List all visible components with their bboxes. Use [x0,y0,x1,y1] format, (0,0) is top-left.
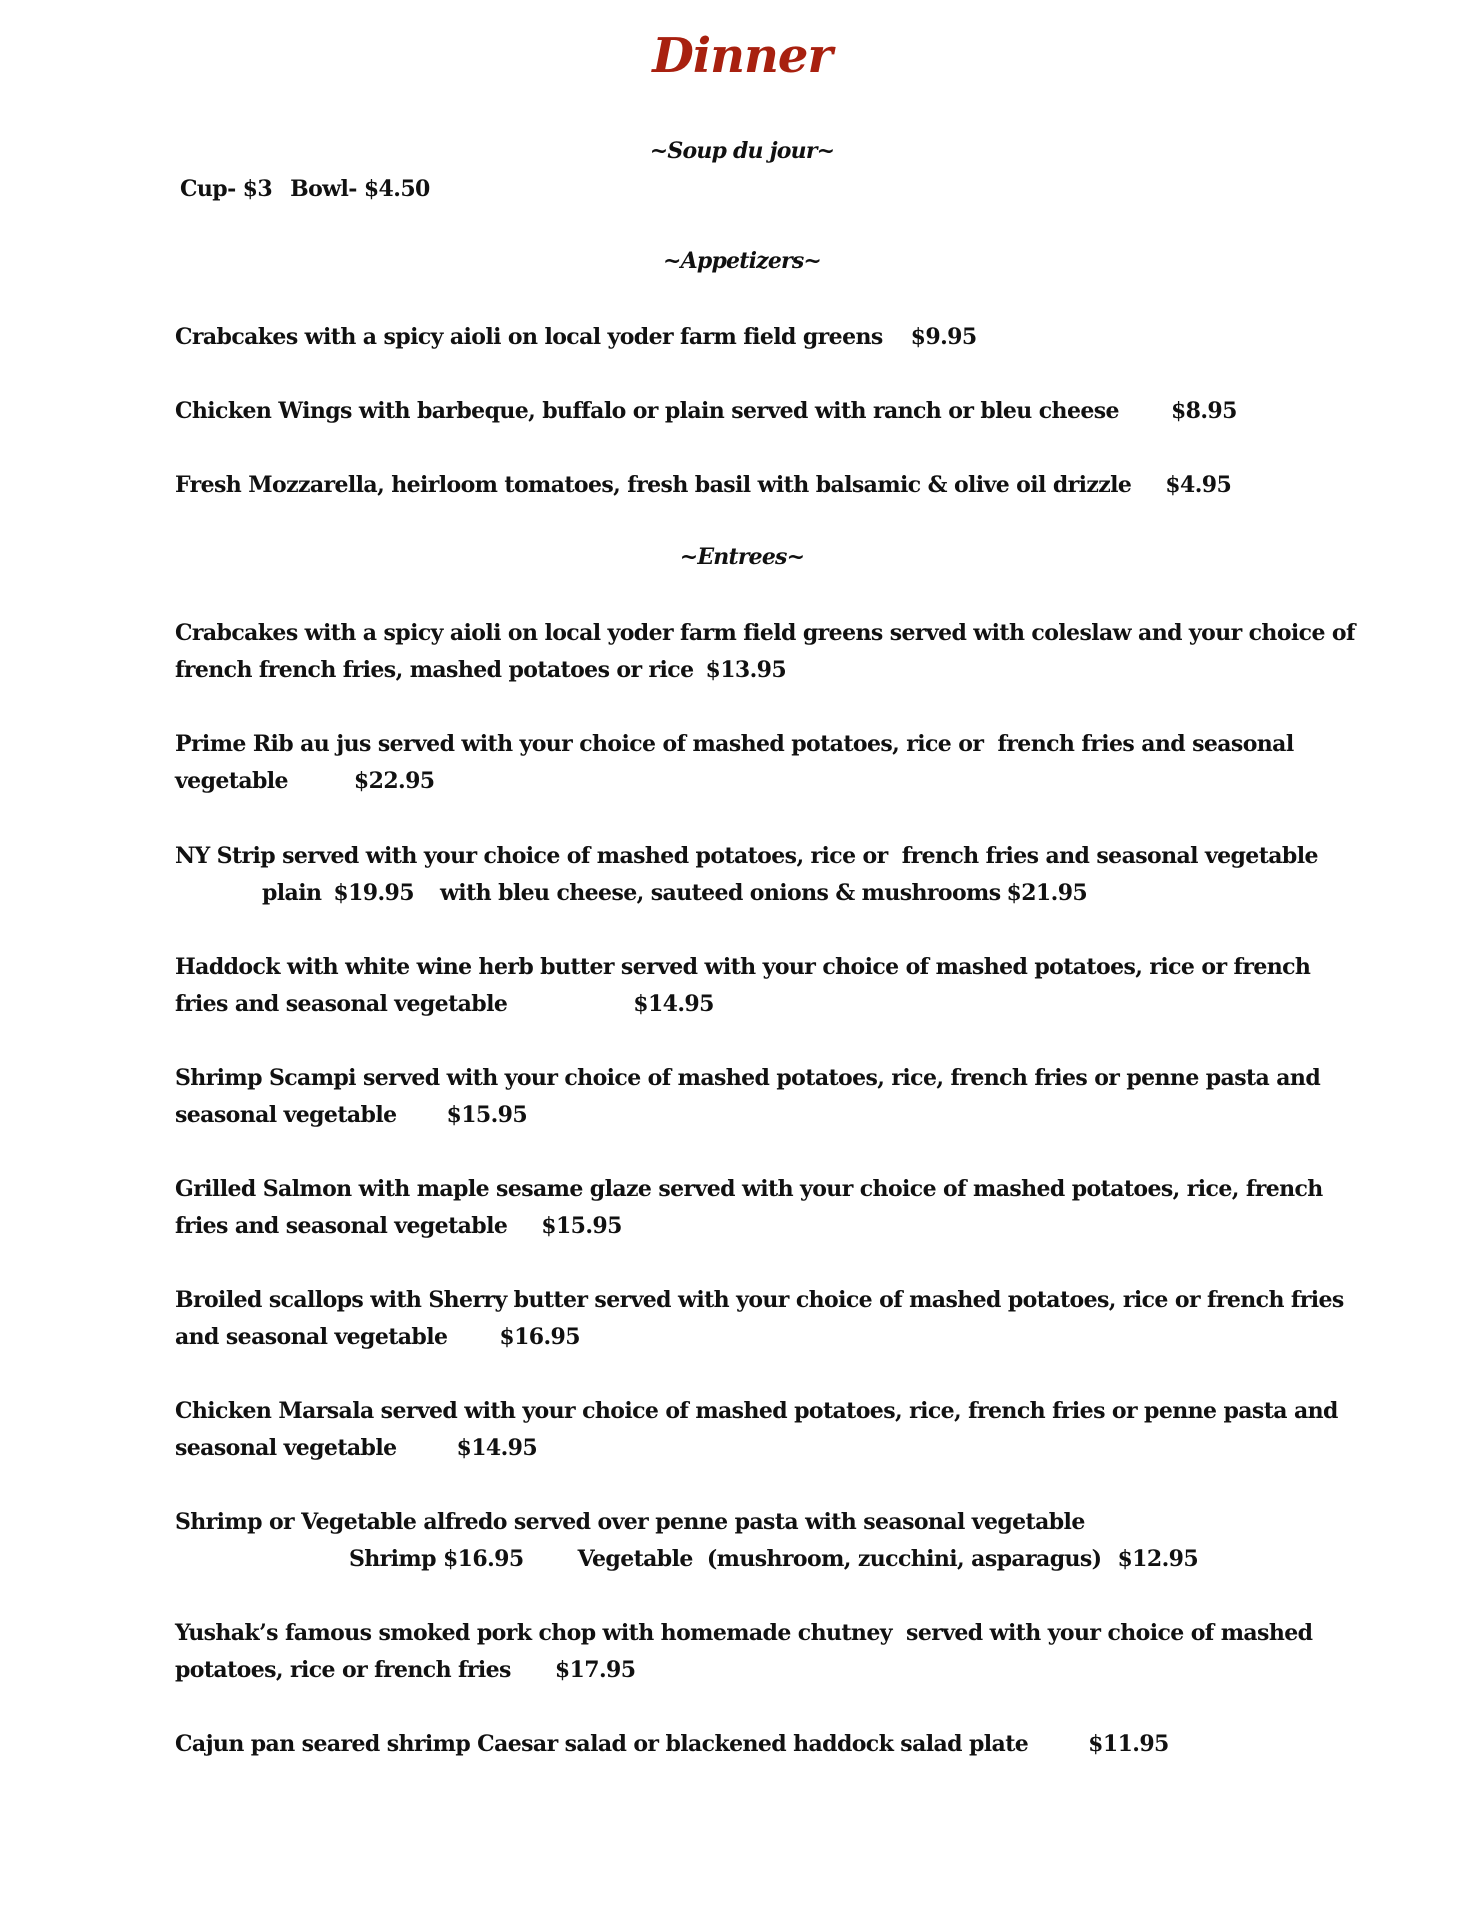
entree-line1 [175,1726,1169,1763]
entree-price: $11.95 [1088,1731,1169,1757]
entree-price: $17.95 [554,1657,636,1683]
entree-text: french french fries, mashed potatoes or rice [175,657,694,683]
appetizers-heading: ~Appetizers~ [662,248,822,274]
entree-price: $12.95 [1117,1546,1199,1572]
entree-option-label: Vegetable (mushroom, zucchini, asparagus) [577,1546,1102,1572]
entree-line2 [175,986,714,1023]
entree-line2 [349,1541,1198,1578]
entree-option-label: with bleu cheese, sauteed onions & mushrooms [439,880,1001,906]
appetizer-text: Chicken Wings with barbeque, buffalo or plain served with ranch or bleu cheese [175,398,1119,424]
entree-line2 [175,652,786,689]
entree-price: $14.95 [456,1435,538,1461]
entree-line1: Prime Rib au jus served with your choice of mashed potatoes, rice or french fries and seasonal [175,731,1294,757]
entree-price: $16.95 [499,1324,580,1350]
entree-text: seasonal vegetable [175,1435,397,1461]
entree-line2 [175,1430,537,1467]
appetizer-price: $4.95 [1165,472,1232,498]
entree-line1: Crabcakes with a spicy aioli on local yoder farm field greens served with coleslaw and your choice of [175,620,1355,646]
appetizer-price: $9.95 [910,324,977,350]
entree-line2 [175,1319,580,1356]
entree-line1: Yushak’s famous smoked pork chop with homemade chutney served with your choice of mashed [175,1620,1313,1646]
entree-price: $22.95 [353,768,435,794]
entree-line2 [175,1652,635,1689]
entree-line2 [262,875,1087,912]
entree-line1: Broiled scallops with Sherry butter served with your choice of mashed potatoes, rice or french fries [175,1287,1344,1313]
entree-text: fries and seasonal vegetable [175,1213,508,1239]
entree-option-label: plain [262,880,322,906]
entree-price: $15.95 [541,1213,622,1239]
entree-text: seasonal vegetable [175,1102,397,1128]
entree-price: $21.95 [1006,880,1088,906]
entree-line1: NY Strip served with your choice of mashed potatoes, rice or french fries and seasonal vegetable [175,843,1318,869]
entree-line1: Grilled Salmon with maple sesame glaze served with your choice of mashed potatoes, rice, french [175,1176,1323,1202]
entree-price: $15.95 [446,1102,528,1128]
entree-text: potatoes, rice or french fries [175,1657,511,1683]
entree-price: $19.95 [333,880,414,906]
appetizer-text: Fresh Mozzarella, heirloom tomatoes, fresh basil with balsamic & olive oil drizzle [175,472,1132,498]
entree-price: $13.95 [705,657,787,683]
entree-line2 [175,763,435,800]
appetizer-item [175,393,1237,430]
soup-cup-price: Cup- $3 [180,176,273,202]
entree-line2 [175,1097,527,1134]
page-title: Dinner [652,28,832,84]
appetizer-price: $8.95 [1170,398,1237,424]
appetizer-item [175,319,977,356]
entree-line1: Chicken Marsala served with your choice of mashed potatoes, rice, french fries or penne pasta and [175,1398,1338,1424]
soup-heading: ~Soup du jour~ [649,138,835,164]
entree-text: vegetable [175,768,288,794]
entree-text: Cajun pan seared shrimp Caesar salad or blackened haddock salad plate [175,1731,1029,1757]
entrees-heading: ~Entrees~ [679,544,805,570]
entree-text: and seasonal vegetable [175,1324,448,1350]
entree-text: fries and seasonal vegetable [175,991,508,1017]
entree-option-label: Shrimp $16.95 [349,1546,524,1572]
soup-bowl-price: Bowl- $4.50 [290,176,430,202]
appetizer-item [175,467,1231,504]
soup-prices [180,171,430,208]
entree-line1: Haddock with white wine herb butter served with your choice of mashed potatoes, rice or french [175,954,1311,980]
appetizer-text: Crabcakes with a spicy aioli on local yoder farm field greens [175,324,883,350]
entree-price: $14.95 [633,991,714,1017]
entree-line2 [175,1208,622,1245]
entree-line1: Shrimp Scampi served with your choice of mashed potatoes, rice, french fries or penne pasta and [175,1065,1321,1091]
entree-line1: Shrimp or Vegetable alfredo served over penne pasta with seasonal vegetable [175,1509,1085,1535]
